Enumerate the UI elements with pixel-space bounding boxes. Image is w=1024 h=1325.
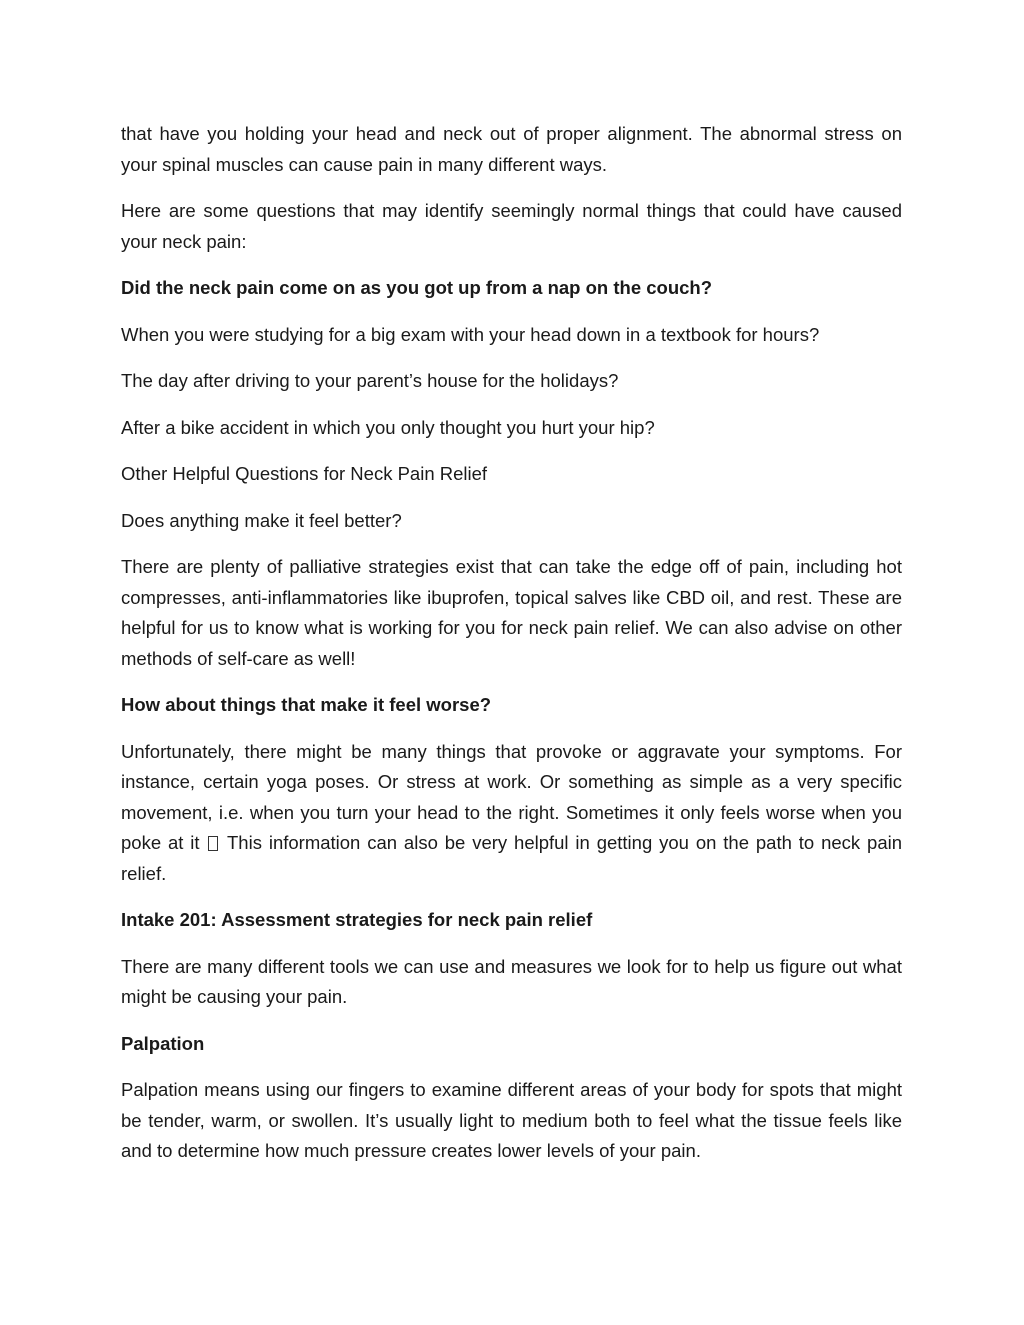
paragraph-alignment: that have you holding your head and neck out of proper alignment. The abnormal stress on your spinal muscles can cause pain in many different ways. — [121, 123, 902, 175]
paragraph-questions-intro: Here are some questions that may identify seemingly normal things that could have caused your neck pain: — [121, 200, 902, 252]
heading-intake-201: Intake 201: Assessment strategies for neck pain relief — [121, 909, 593, 930]
question-studying: When you were studying for a big exam with your head down in a textbook for hours? — [121, 323, 820, 345]
aggravate-text-part2: This information can also be very helpful in getting you on the path to neck pain relief. — [121, 832, 903, 884]
aggravate-text-part1: Unfortunately, there might be many things that provoke or aggravate your symptoms. For instance, certain yoga poses. Or stress at work. Or something as simple as a very specific movement, i.e. when you turn your head to the right. Sometimes it only feels worse when you poke at it — [121, 740, 902, 853]
question-driving: The day after driving to your parent’s house for the holidays? — [121, 370, 619, 391]
question-feel-better: Does anything make it feel better? — [121, 509, 402, 531]
heading-nap-couch: Did the neck pain come on as you got up from a nap on the couch? — [121, 277, 713, 298]
document-page — [121, 119, 902, 1183]
heading-feel-worse: How about things that make it feel worse? — [121, 694, 492, 715]
paragraph-palliative: There are plenty of palliative strategies exist that can take the edge off of pain, including hot compresses, anti-inflammatories like ibuprofen, topical salves like CBD oil, and rest. These are helpful for us to know what is working for you for neck pain relief. We can also advise on other methods of self-care as well! — [121, 556, 902, 669]
paragraph-palpation: Palpation means using our fingers to examine different areas of your body for spots that might be tender, warm, or swollen. It’s usually light to medium both to feel what the tissue feels like and to determine how much pressure creates lower levels of your pain. — [121, 1079, 902, 1161]
question-bike-accident: After a bike accident in which you only thought you hurt your hip? — [121, 416, 655, 438]
paragraph-aggravate — [121, 737, 902, 890]
missing-glyph-icon — [208, 836, 218, 851]
subheading-helpful-questions: Other Helpful Questions for Neck Pain Relief — [121, 463, 488, 484]
heading-palpation: Palpation — [121, 1032, 205, 1054]
paragraph-tools: There are many different tools we can use and measures we look for to help us figure out what might be causing your pain. — [121, 955, 902, 1007]
